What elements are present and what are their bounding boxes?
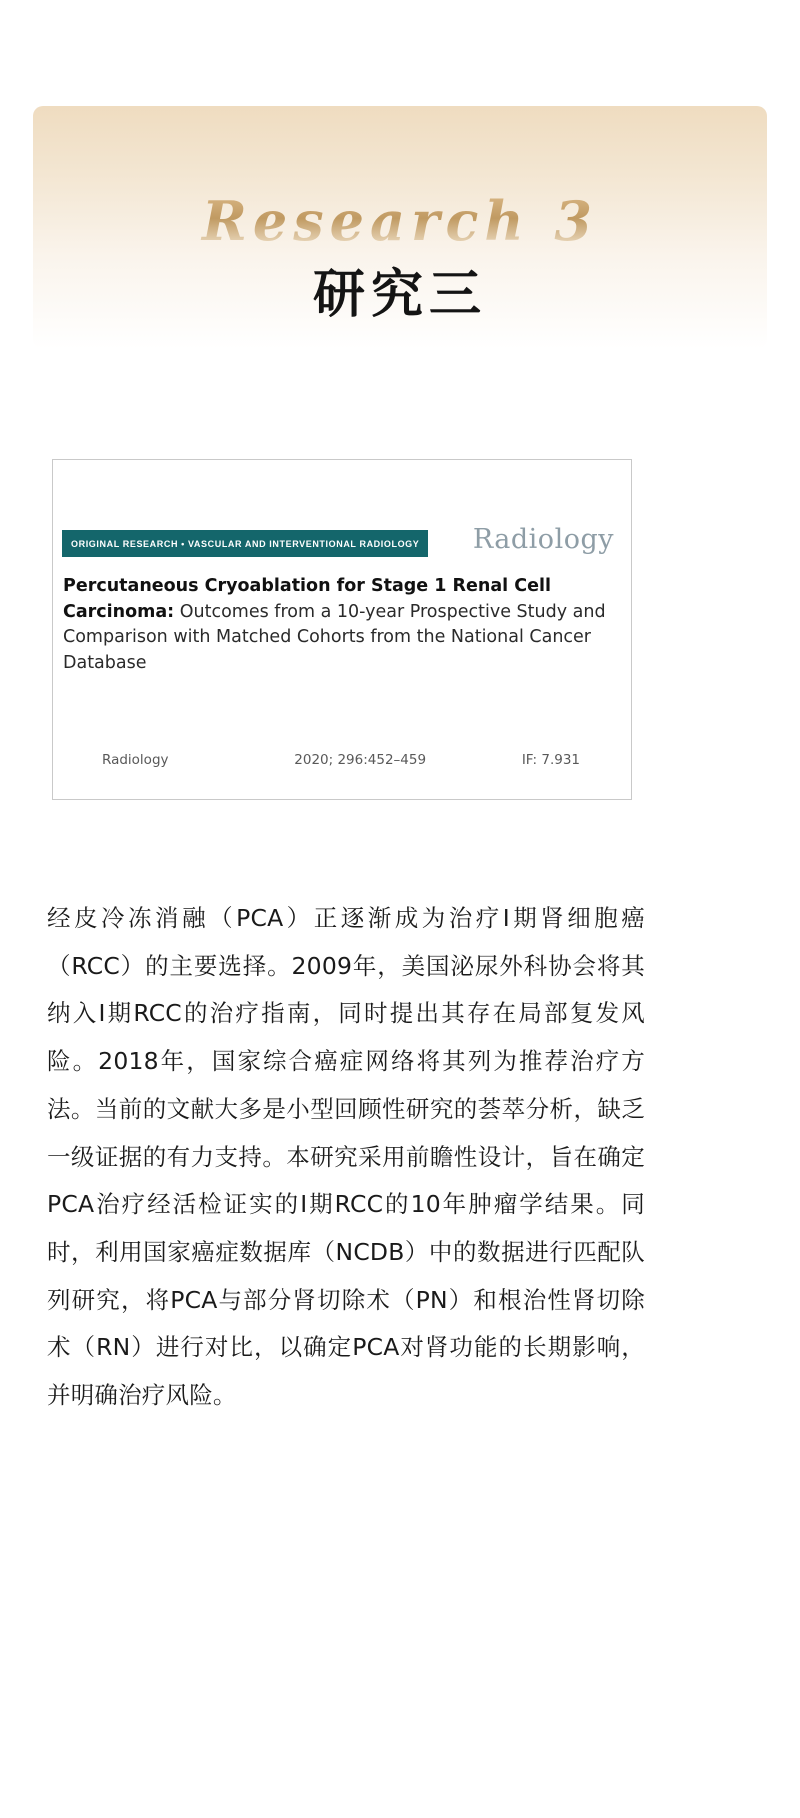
- article-category-ribbon: ORIGINAL RESEARCH • VASCULAR AND INTERVENTIONAL RADIOLOGY: [62, 530, 428, 557]
- page-banner: [33, 106, 767, 349]
- banner-chinese-title: 研究三: [312, 264, 487, 325]
- footer-citation: 2020; 296:452–459: [294, 752, 427, 768]
- card-footer: [102, 752, 602, 768]
- footer-journal-name: Radiology: [102, 752, 169, 768]
- article-summary-paragraph: 经皮冷冻消融（PCA）正逐渐成为治疗I期肾细胞癌（RCC）的主要选择。2009年，美国泌尿外科协会将其纳入I期RCC的治疗指南，同时提出其存在局部复发风险。2018年，国家综合癌症网络将其列为推荐治疗方法。当前的文献大多是小型回顾性研究的荟萃分析，缺乏一级证据的有力支持。本研究采用前瞻性设计，旨在确定PCA治疗经活检证实的I期RCC的10年肿瘤学结果。同时，利用国家癌症数据库（NCDB）中的数据进行匹配队列研究，将PCA与部分肾切除术（PN）和根治性肾切除术（RN）进行对比，以确定PCA对肾功能的长期影响，并明确治疗风险。: [47, 904, 645, 1410]
- journal-logo: Radiology: [472, 524, 614, 555]
- journal-article-card: [52, 459, 632, 800]
- paper-title-bold: Percutaneous Cryoablation for Stage 1 Renal Cell Carcinoma:: [63, 576, 551, 622]
- paper-title-rest: Outcomes from a 10-year Prospective Study and Comparison with Matched Cohorts from the National Cancer Database: [63, 601, 606, 674]
- footer-impact-factor: IF: 7.931: [521, 752, 580, 768]
- card-content: [62, 524, 622, 790]
- banner-script-title: Research 3: [33, 194, 767, 248]
- paper-title: [63, 574, 616, 677]
